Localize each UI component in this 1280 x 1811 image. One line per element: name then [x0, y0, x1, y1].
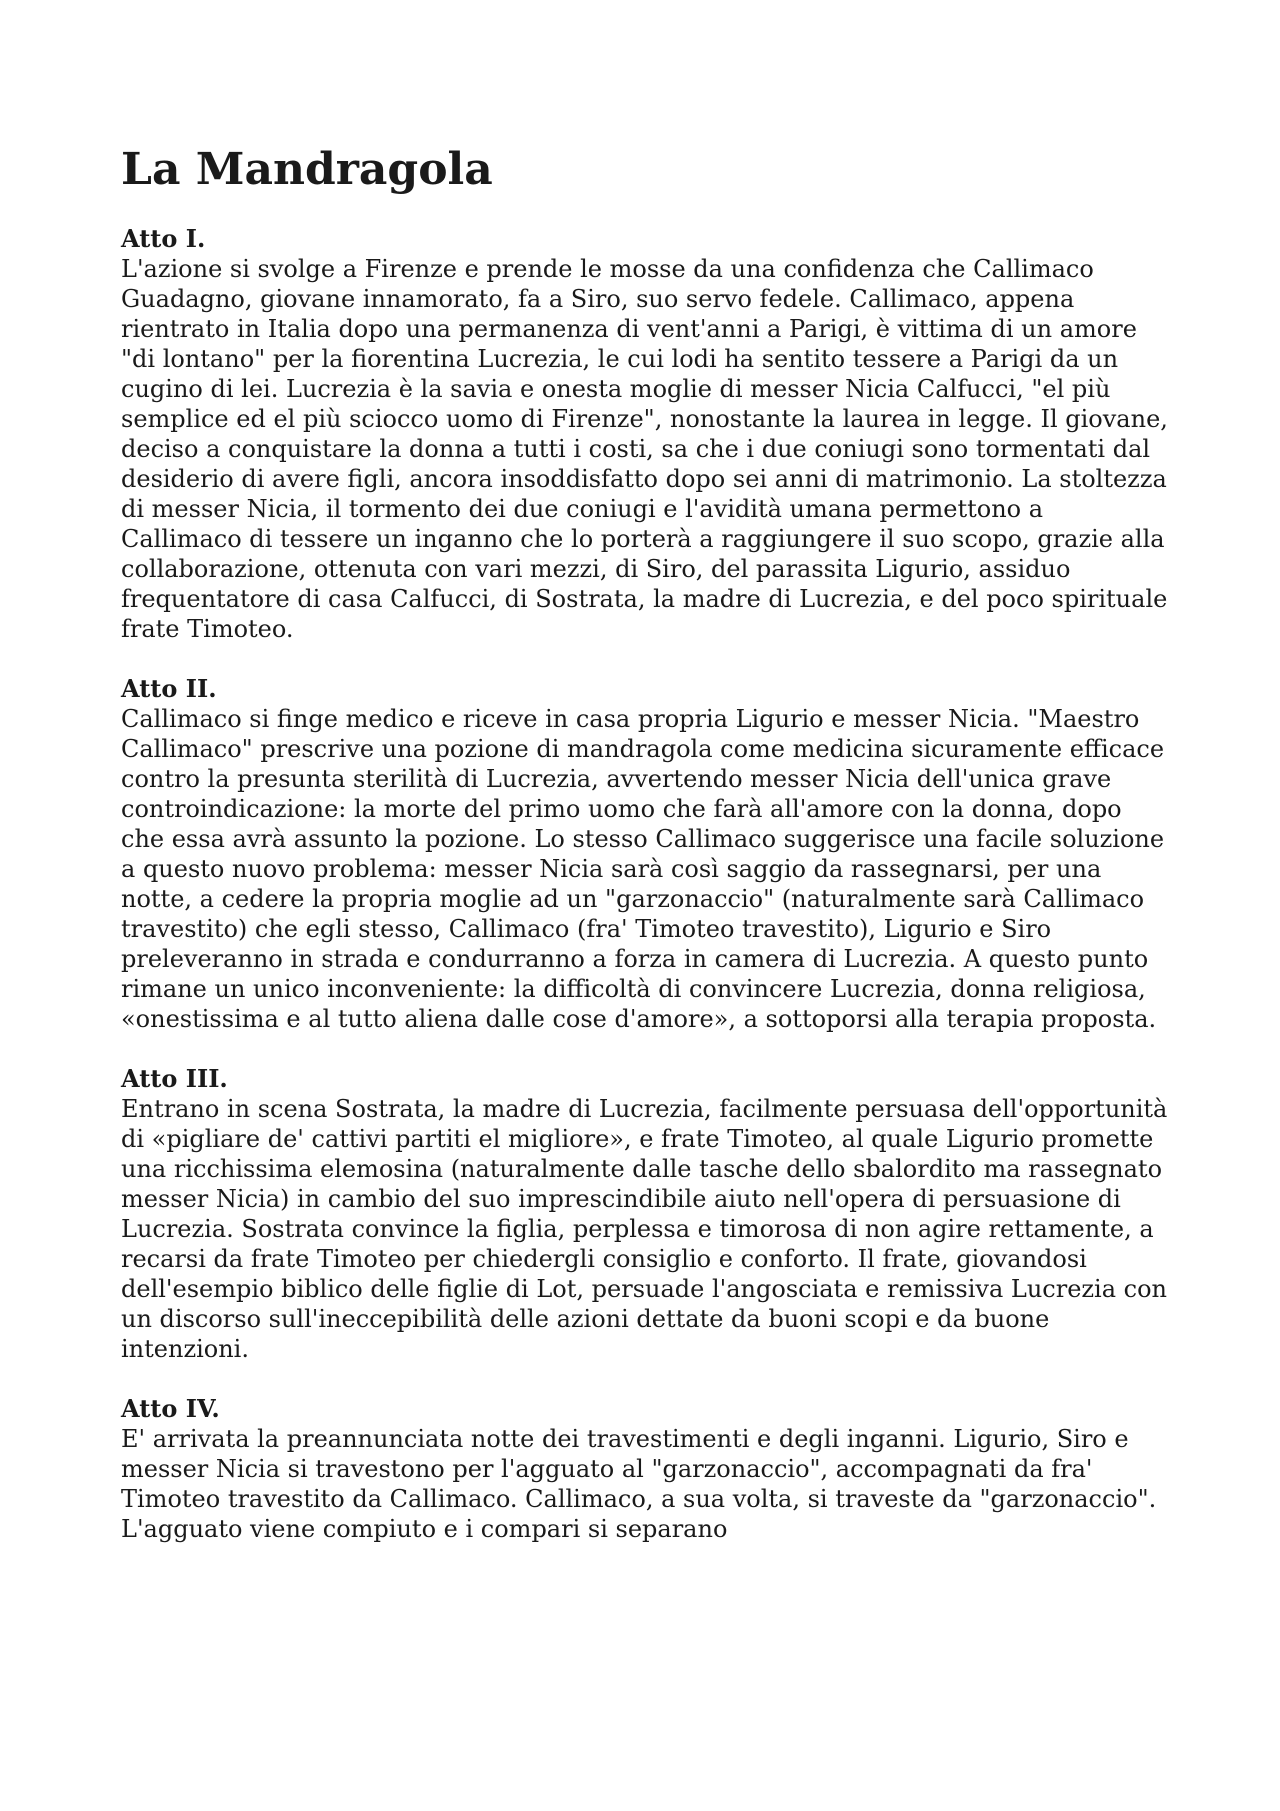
section-heading: Atto II. [121, 674, 217, 703]
section-body: E' arrivata la preannunciata notte dei travestimenti e degli inganni. Ligurio, Siro e messer Nicia si travestono per l'agguato al "garzonaccio", accompagnati da fra' Timoteo travestito da Callimaco. Callimaco, a sua volta, si traveste da "garzonaccio". L'agguato viene compiuto e i compari si separano [121, 1425, 1157, 1543]
section-body: Entrano in scena Sostrata, la madre di Lucrezia, facilmente persuasa dell'opportunità di «pigliare de' cattivi partiti el migliore», e frate Timoteo, al quale Ligurio promette una ricchissima elemosina (naturalmente dalle tasche dello sbalordito ma rassegnato messer Nicia) in cambio del suo imprescindibile aiuto nell'opera di persuasione di Lucrezia. Sostrata convince la figlia, perplessa e timorosa di non agire rettamente, a recarsi da frate Timoteo per chiedergli consiglio e conforto. Il frate, giovandosi dell'esempio biblico delle figlie di Lot, persuade l'angosciata e remissiva Lucrezia con un discorso sull'ineccepibilità delle azioni dettate da buoni scopi e da buone intenzioni. [121, 1095, 1168, 1363]
section-body: L'azione si svolge a Firenze e prende le mosse da una confidenza che Callimaco Guadagno, giovane innamorato, fa a Siro, suo servo fedele. Callimaco, appena rientrato in Italia dopo una permanenza di vent'anni a Parigi, è vittima di un amore "di lontano" per la fiorentina Lucrezia, le cui lodi ha sentito tessere a Parigi da un cugino di lei. Lucrezia è la savia e onesta moglie di messer Nicia Calfucci, "el più semplice ed el più sciocco uomo di Firenze", nonostante la laurea in legge. Il giovane, deciso a conquistare la donna a tutti i costi, sa che i due coniugi sono tormentati dal desiderio di avere figli, ancora insoddisfatto dopo sei anni di matrimonio. La stoltezza di messer Nicia, il tormento dei due coniugi e l'avidità umana permettono a Callimaco di tessere un inganno che lo porterà a raggiungere il suo scopo, grazie alla collaborazione, ottenuta con vari mezzi, di Siro, del parassita Ligurio, assiduo frequentatore di casa Calfucci, di Sostrata, la madre di Lucrezia, e del poco spirituale frate Timoteo. [121, 255, 1168, 643]
section-atto-2 [121, 674, 1171, 1034]
section-atto-4 [121, 1394, 1171, 1544]
section-body: Callimaco si finge medico e riceve in casa propria Ligurio e messer Nicia. "Maestro Callimaco" prescrive una pozione di mandragola come medicina sicuramente efficace contro la presunta sterilità di Lucrezia, avvertendo messer Nicia dell'unica grave controindicazione: la morte del primo uomo che farà all'amore con la donna, dopo che essa avrà assunto la pozione. Lo stesso Callimaco suggerisce una facile soluzione a questo nuovo problema: messer Nicia sarà così saggio da rassegnarsi, per una notte, a cedere la propria moglie ad un "garzonaccio" (naturalmente sarà Callimaco travestito) che egli stesso, Callimaco (fra' Timoteo travestito), Ligurio e Siro preleveranno in strada e condurranno a forza in camera di Lucrezia. A questo punto rimane un unico inconveniente: la difficoltà di convincere Lucrezia, donna religiosa, «onestissima e al tutto aliena dalle cose d'amore», a sottoporsi alla terapia proposta. [121, 705, 1165, 1033]
section-heading: Atto IV. [121, 1394, 220, 1423]
document-title: La Mandragola [121, 144, 493, 195]
document-page [121, 140, 1171, 1574]
section-heading: Atto I. [121, 224, 206, 253]
section-heading: Atto III. [121, 1064, 228, 1093]
section-atto-3 [121, 1064, 1171, 1364]
section-atto-1 [121, 224, 1171, 644]
